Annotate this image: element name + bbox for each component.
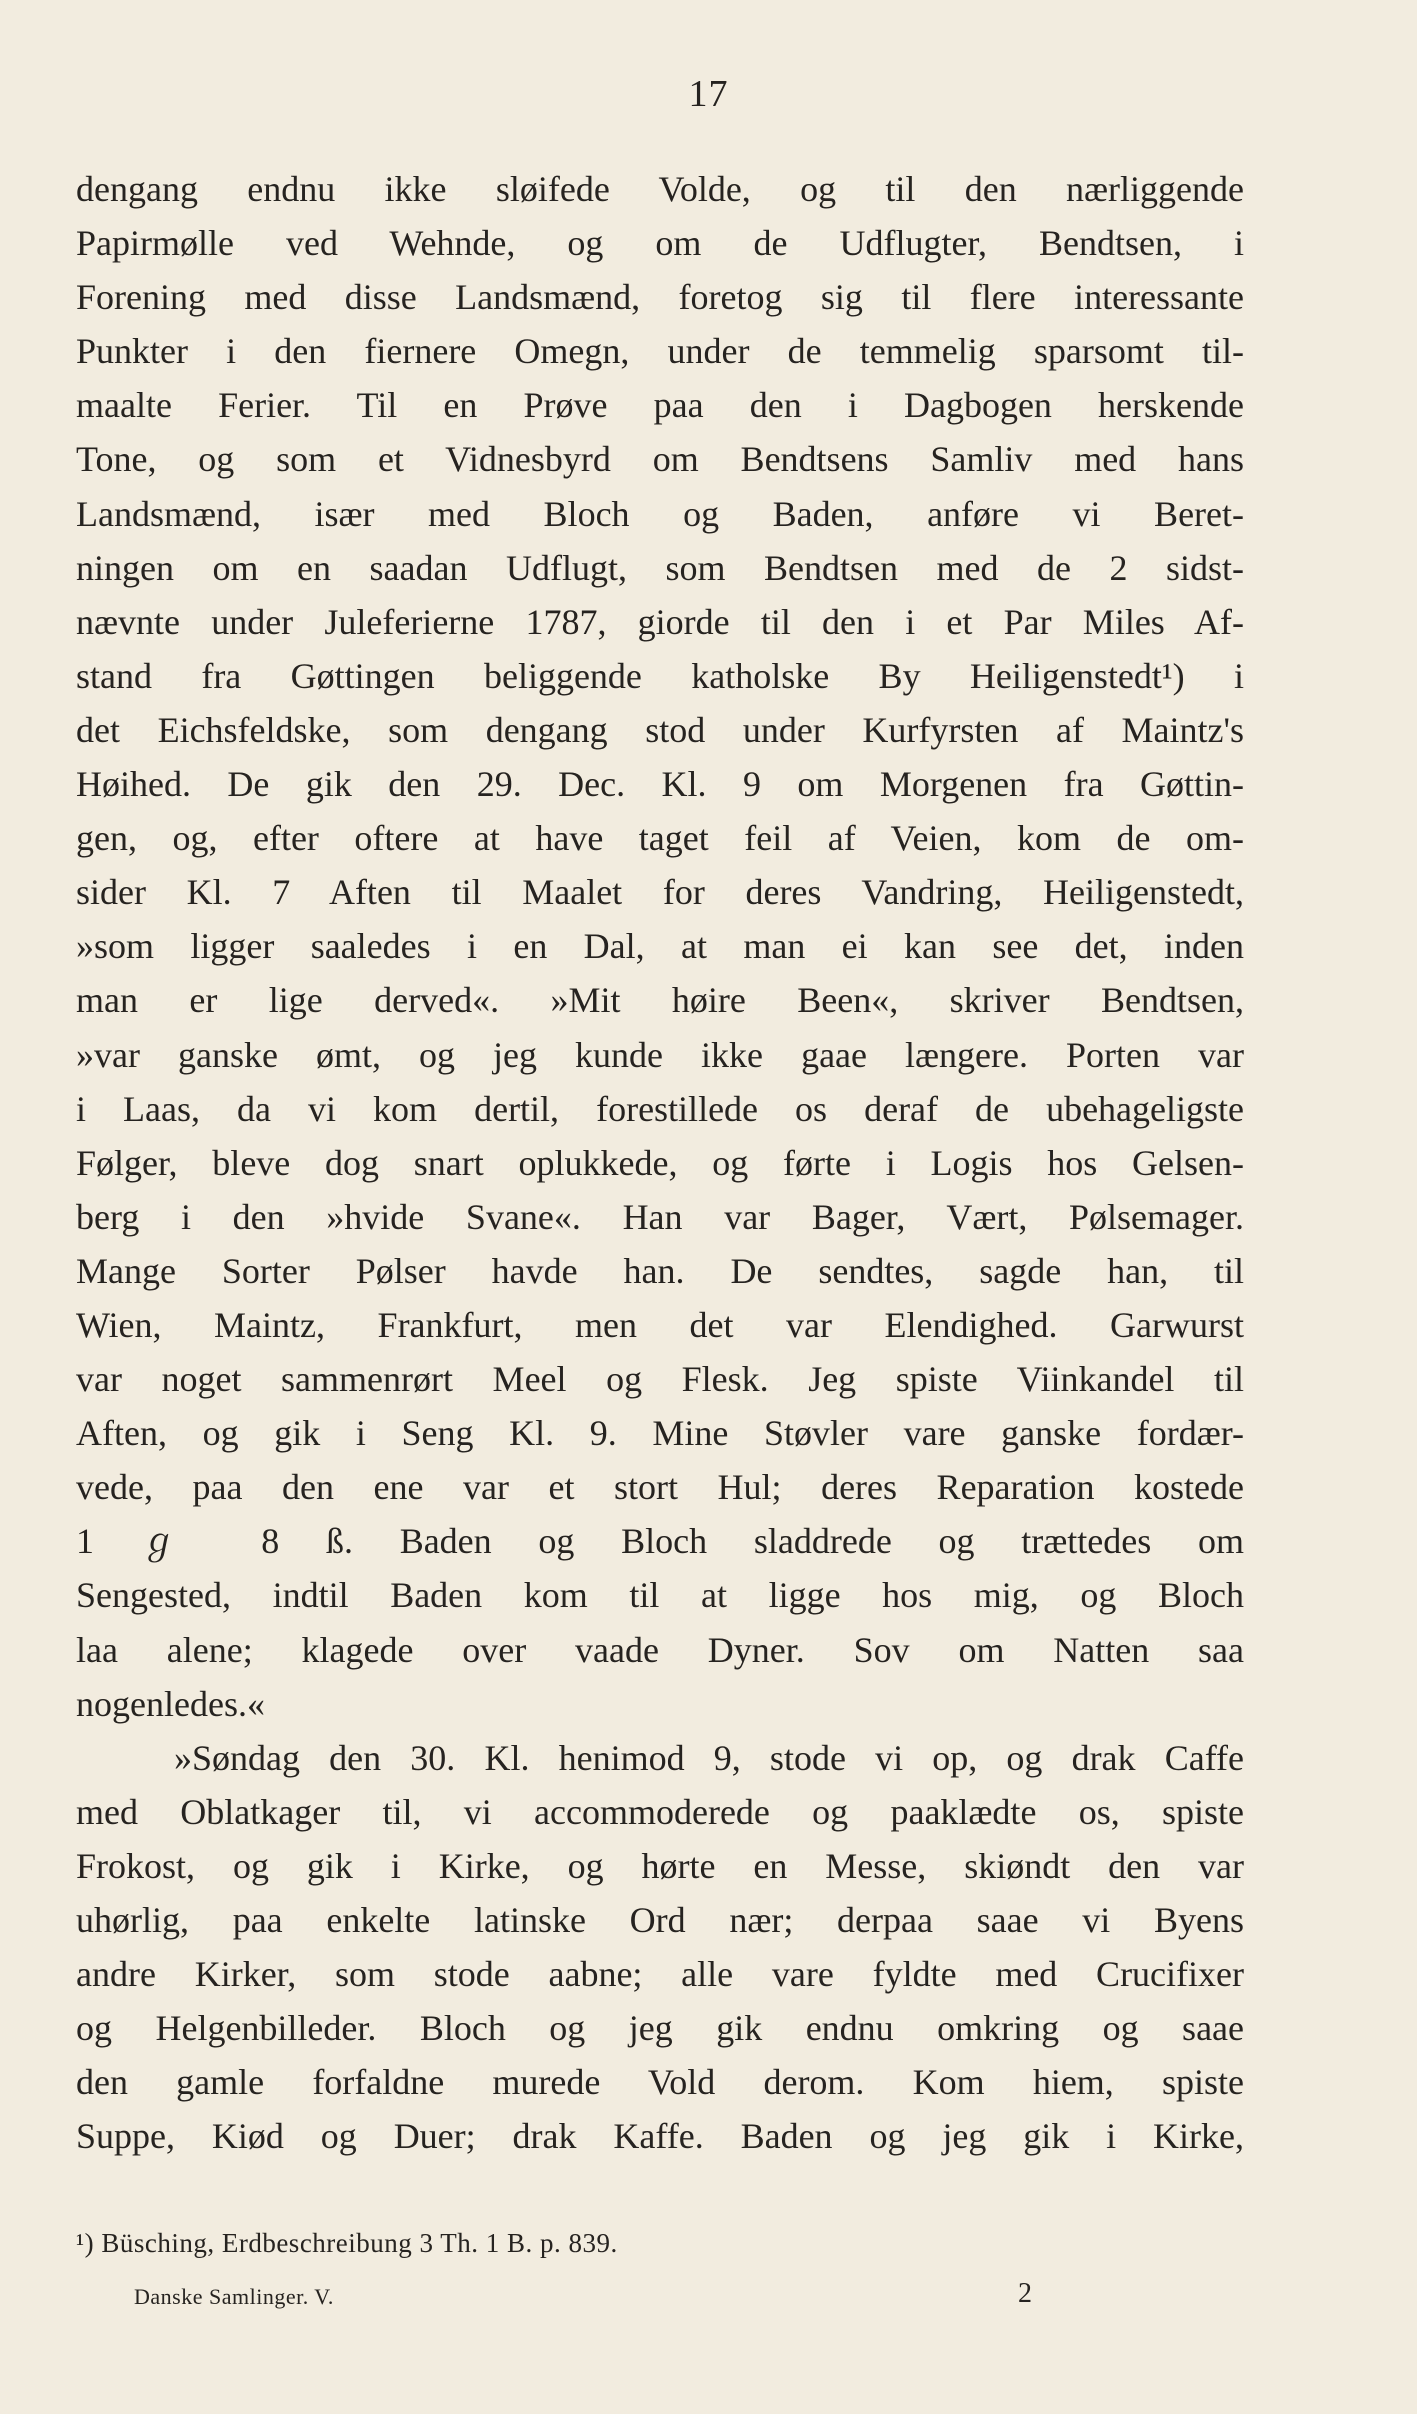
text-line: Forening med disse Landsmænd, foretog sig til flere interessante xyxy=(76,277,1244,318)
text-line: berg i den »hvide Svane«. Han var Bager, Vært, Pølsemager. xyxy=(76,1196,1244,1237)
text-line: i Laas, da vi kom dertil, forestillede os deraf de ubehageligste xyxy=(76,1088,1244,1129)
text-line: ningen om en saadan Udflugt, som Bendtsen med de 2 sidst- xyxy=(76,547,1244,588)
text-line: Suppe, Kiød og Duer; drak Kaffe. Baden og jeg gik i Kirke, xyxy=(76,2116,1244,2157)
text-line: Høihed. De gik den 29. Dec. Kl. 9 om Morgenen fra Gøttin- xyxy=(76,764,1244,805)
signature-mark: Danske Samlinger. V. xyxy=(134,2284,334,2309)
text-line: og Helgenbilleder. Bloch og jeg gik endnu omkring og saae xyxy=(76,2008,1244,2049)
text-line: Mange Sorter Pølser havde han. De sendtes, sagde han, til xyxy=(76,1250,1244,1291)
text-line: Følger, bleve dog snart oplukkede, og førte i Logis hos Gelsen- xyxy=(76,1142,1244,1183)
text-line: Sengested, indtil Baden kom til at ligge hos mig, og Bloch xyxy=(76,1575,1244,1616)
text-line: det Eichsfeldske, som dengang stod under Kurfyrsten af Maintz's xyxy=(76,709,1244,750)
text-line: med Oblatkager til, vi accommoderede og paaklædte os, spiste xyxy=(76,1791,1244,1832)
text-line: dengang endnu ikke sløifede Volde, og til den nærliggende xyxy=(76,169,1244,209)
text-line: 1 ℊ 8 ß. Baden og Bloch sladdrede og trættedes om xyxy=(76,1521,1244,1562)
text-line: Frokost, og gik i Kirke, og hørte en Messe, skiøndt den var xyxy=(76,1845,1244,1886)
text-line: Punkter i den fiernere Omegn, under de temmelig sparsomt til- xyxy=(76,331,1244,372)
text-line: uhørlig, paa enkelte latinske Ord nær; derpaa saae vi Byens xyxy=(76,1900,1244,1940)
text-line: andre Kirker, som stode aabne; alle vare fyldte med Crucifixer xyxy=(76,1954,1244,1995)
text-line: Tone, og som et Vidnesbyrd om Bendtsens Samliv med hans xyxy=(76,439,1244,480)
text-line: »som ligger saaledes i en Dal, at man ei kan see det, inden xyxy=(76,926,1244,967)
sheet-number: 2 xyxy=(1018,2278,1032,2309)
text-line: nævnte under Juleferierne 1787, giorde til den i et Par Miles Af- xyxy=(76,601,1244,642)
footnote: ¹) Büsching, Erdbeschreibung 3 Th. 1 B. p. 839. xyxy=(76,2228,618,2258)
text-line: stand fra Gøttingen beliggende katholske By Heiligenstedt¹) i xyxy=(76,655,1244,696)
body-text xyxy=(76,162,1244,2163)
text-line: sider Kl. 7 Aften til Maalet for deres Vandring, Heiligenstedt, xyxy=(76,872,1244,913)
page-number: 17 xyxy=(688,73,729,115)
text-line: laa alene; klagede over vaade Dyner. Sov om Natten saa xyxy=(76,1629,1244,1670)
text-line: vede, paa den ene var et stort Hul; deres Reparation kostede xyxy=(76,1467,1244,1508)
text-line-paragraph-start: »Søndag den 30. Kl. henimod 9, stode vi op, og drak Caffe xyxy=(174,1737,1244,1778)
text-line: var noget sammenrørt Meel og Flesk. Jeg spiste Viinkandel til xyxy=(76,1359,1244,1400)
text-line: Landsmænd, især med Bloch og Baden, anføre vi Beret- xyxy=(76,493,1244,534)
text-line: man er lige derved«. »Mit høire Been«, skriver Bendtsen, xyxy=(76,980,1244,1021)
text-line: den gamle forfaldne murede Vold derom. Kom hiem, spiste xyxy=(76,2062,1244,2103)
text-line: gen, og, efter oftere at have taget feil af Veien, kom de om- xyxy=(76,818,1244,859)
text-line: Wien, Maintz, Frankfurt, men det var Elendighed. Garwurst xyxy=(76,1304,1244,1345)
text-line: »var ganske ømt, og jeg kunde ikke gaae længere. Porten var xyxy=(76,1034,1244,1075)
text-line-paragraph-end: nogenledes.« xyxy=(76,1683,265,1724)
text-line: maalte Ferier. Til en Prøve paa den i Dagbogen herskende xyxy=(76,385,1244,426)
text-line: Aften, og gik i Seng Kl. 9. Mine Støvler vare ganske fordær- xyxy=(76,1413,1244,1454)
text-line: Papirmølle ved Wehnde, og om de Udflugter, Bendtsen, i xyxy=(76,223,1244,264)
